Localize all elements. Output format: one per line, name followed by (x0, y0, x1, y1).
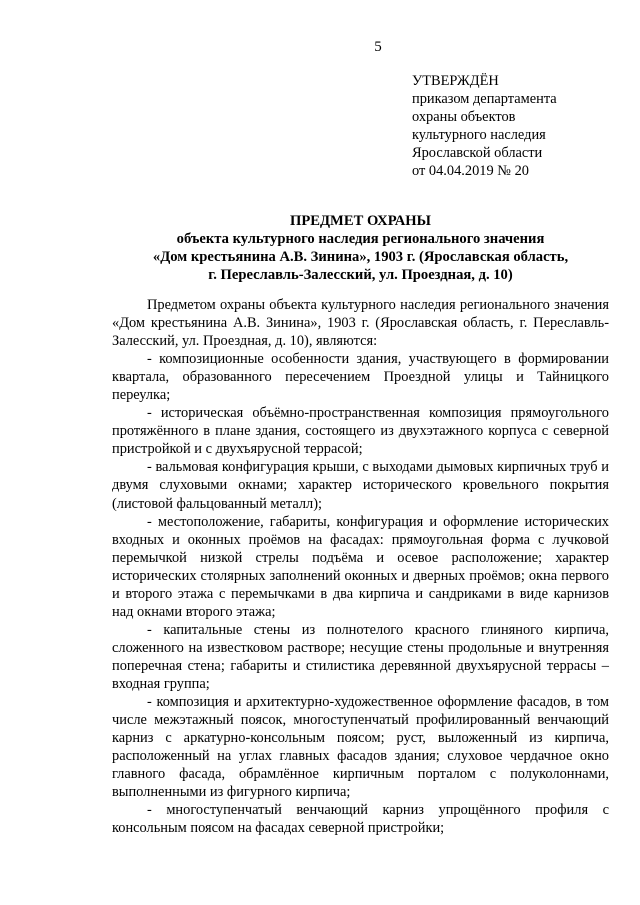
list-item: - многоступенчатый венчающий карниз упрощённого профиля с консольным поясом на фасадах северной пристройки; (112, 802, 609, 837)
approval-date: от 04.04.2019 № 20 (412, 163, 529, 179)
approval-line: Ярославской области (412, 145, 543, 161)
approval-title: УТВЕРЖДЁН (412, 73, 499, 89)
intro-paragraph: Предметом охраны объекта культурного наследия регионального значения «Дом крестьянина А.В. Зинина», 1903 г. (Ярославская область, г. Переславль-Залесский, ул. Проездная, д. 10), являются: (112, 297, 609, 350)
body-text (112, 296, 609, 837)
approval-line: охраны объектов (412, 109, 516, 125)
heading-line: г. Переславль-Залесский, ул. Проездная, д. 10) (208, 267, 513, 283)
list-item: - композиция и архитектурно-художественное оформление фасадов, в том числе межэтажный поясок, многоступенчатый профилированный венчающий карниз с аркатурно-консольным поясом; руст, выложенный из кирпича, расположенный на углах главных фасадов здания; слуховое чердачное окно главного фасада, обрамлённое кирпичным порталом с полуколоннами, выполненными из фигурного кирпича; (112, 694, 609, 801)
heading-line: «Дом крестьянина А.В. Зинина», 1903 г. (Ярославская область, (152, 249, 569, 265)
list-item: - вальмовая конфигурация крыши, с выходами дымовых кирпичных труб и двумя слуховыми окнами; характер исторического кровельного покрытия (листовой фальцованный металл); (112, 459, 609, 512)
approval-line: приказом департамента (412, 91, 557, 107)
document-heading (112, 212, 609, 284)
list-item: - композиционные особенности здания, участвующего в формировании квартала, образованного пересечением Проездной улицы и Тайницкого переулка; (112, 351, 609, 404)
page-number: 5 (374, 39, 382, 55)
list-item: - капитальные стены из полнотелого красного глиняного кирпича, сложенного на известковом растворе; несущие стены продольные и внутренняя поперечная стена; габариты и стилистика деревянной двухъярусной террасы – входная группа; (112, 621, 609, 692)
list-item: - историческая объёмно-пространственная композиция прямоугольного протяжённого в плане здания, состоящего из двухэтажного корпуса с северной пристройкой и с двухъярусной террасой; (112, 405, 609, 458)
approval-line: культурного наследия (412, 127, 546, 143)
heading-line: объекта культурного наследия регионального значения (176, 231, 545, 247)
heading-title: ПРЕДМЕТ ОХРАНЫ (290, 213, 431, 229)
approval-block (412, 72, 622, 180)
list-item: - местоположение, габариты, конфигурация и оформление исторических входных и оконных проёмов на фасадах: прямоугольная форма с лучковой перемычкой низкой стрелы подъёма и осевое расположение; характер исторических столярных заполнений оконных и дверных проёмов; окна первого и второго этажа с перемычками в два кирпича и сандриками в виде карнизов над окнами второго этажа; (112, 513, 609, 620)
